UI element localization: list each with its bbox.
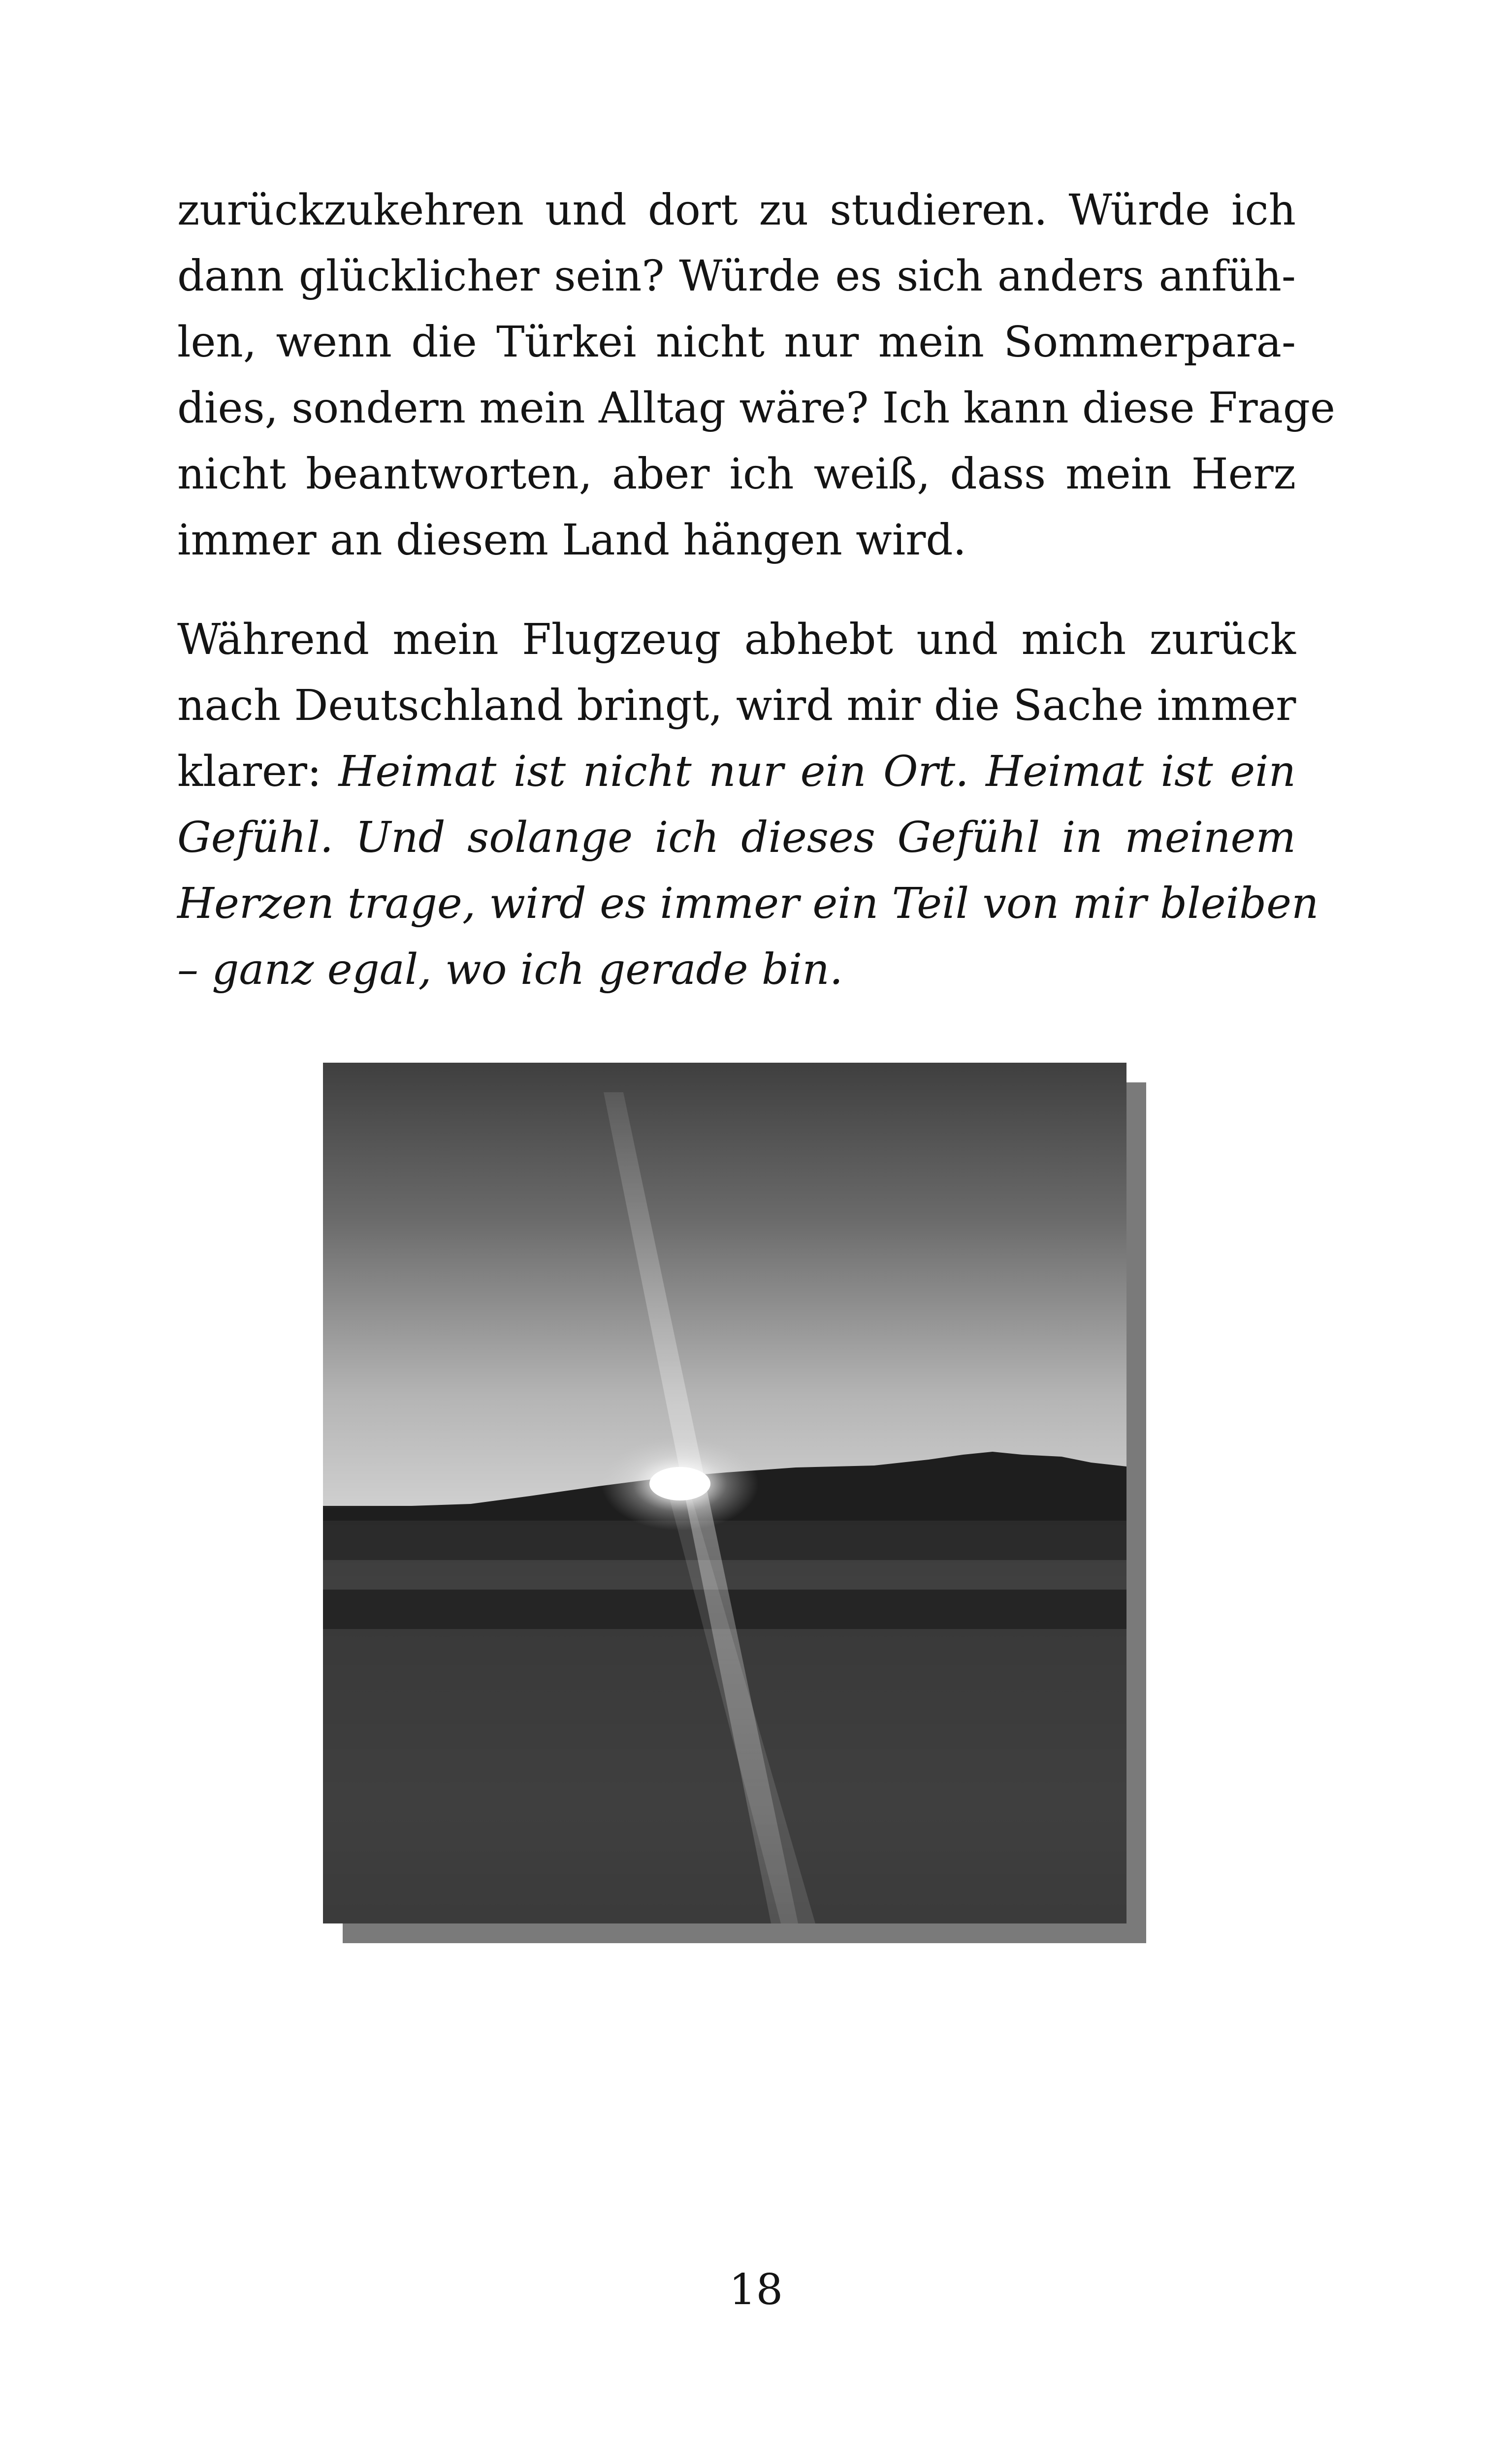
paragraph-2-line-6: – ganz egal, wo ich gerade bin. [177,945,843,994]
sunset-photo-image [323,1063,1126,1923]
paragraph-1-line-4: dies, sondern mein Alltag wäre? Ich kann diese Frage [177,384,1335,433]
paragraph-2-line-2: nach Deutschland bringt, wird mir die Sache immer [177,681,1296,730]
paragraph-1 [177,177,1335,573]
paragraph-1-line-2: dann glücklicher sein? Würde es sich anders anfüh- [177,252,1296,301]
paragraph-1-line-6: immer an diesem Land hängen wird. [177,516,966,565]
paragraph-2-line-5: Herzen trage, wird es immer ein Teil von mir bleiben [177,879,1319,928]
paragraph-2-line-1: Während mein Flugzeug abhebt und mich zurück [177,615,1296,664]
paragraph-2-line-3-plain: klarer: [177,747,339,796]
photo-figure [323,1063,1126,1923]
paragraph-2-line-3 [177,739,1296,805]
paragraph-2-line-4: Gefühl. Und solange ich dieses Gefühl in meinem [177,813,1296,862]
paragraph-1-line-1: zurückzukehren und dort zu studieren. Würde ich [177,186,1296,235]
page-number: 18 [729,2265,783,2314]
paragraph-1-line-5: nicht beantworten, aber ich weiß, dass mein Herz [177,450,1296,499]
paragraph-2-line-3-italic: Heimat ist nicht nur ein Ort. Heimat ist ein [338,747,1296,796]
sunset-photo [323,1063,1126,1923]
paragraph-2 [177,607,1319,1003]
paragraph-1-line-3: len, wenn die Türkei nicht nur mein Sommerpara- [177,318,1296,367]
